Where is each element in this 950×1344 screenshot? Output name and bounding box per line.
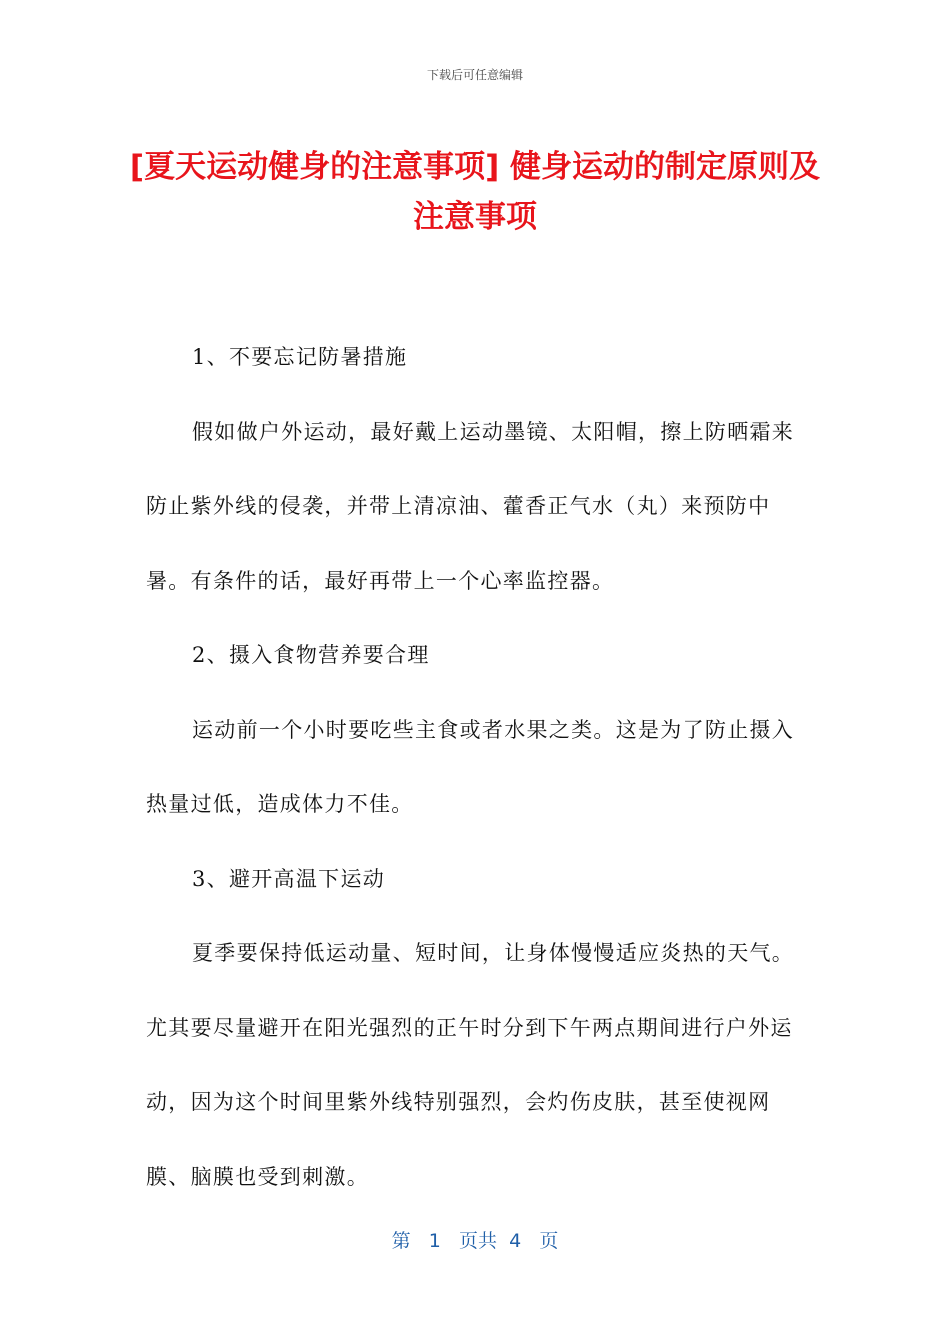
page-middle: 页共 [459,1230,498,1252]
section-heading-2: 2、摄入食物营养要合理 [192,643,430,667]
total-pages-number: 4 [509,1230,522,1252]
page-footer [0,1226,950,1253]
section-heading-1: 1、不要忘记防暑措施 [192,345,408,369]
page-prefix: 第 [391,1230,411,1252]
paragraph-3: 夏季要保持低运动量、短时间，让身体慢慢适应炎热的天气。尤其要尽量避开在阳光强烈的正午时分到下午两点期间进行户外运动，因为这个时间里紫外线特别强烈，会灼伤皮肤，甚至使视网膜、脑膜也受到刺激。 [146,941,795,1189]
paragraph-2: 运动前一个小时要吃些主食或者水果之类。这是为了防止摄入热量过低，造成体力不佳。 [146,717,795,816]
page-suffix: 页 [539,1230,559,1252]
document-body [146,320,796,1214]
current-page-number: 1 [428,1230,441,1252]
section-heading-3: 3、避开高温下运动 [192,866,386,891]
paragraph-1: 假如做户外运动，最好戴上运动墨镜、太阳帽，擦上防晒霜来防止紫外线的侵袭，并带上清凉油、藿香正气水（丸）来预防中暑。有条件的话，最好再带上一个心率监控器。 [146,419,795,593]
header-note: 下载后可任意编辑 [426,68,523,82]
document-title: [夏天运动健身的注意事项] 健身运动的制定原则及注意事项 [129,149,821,235]
